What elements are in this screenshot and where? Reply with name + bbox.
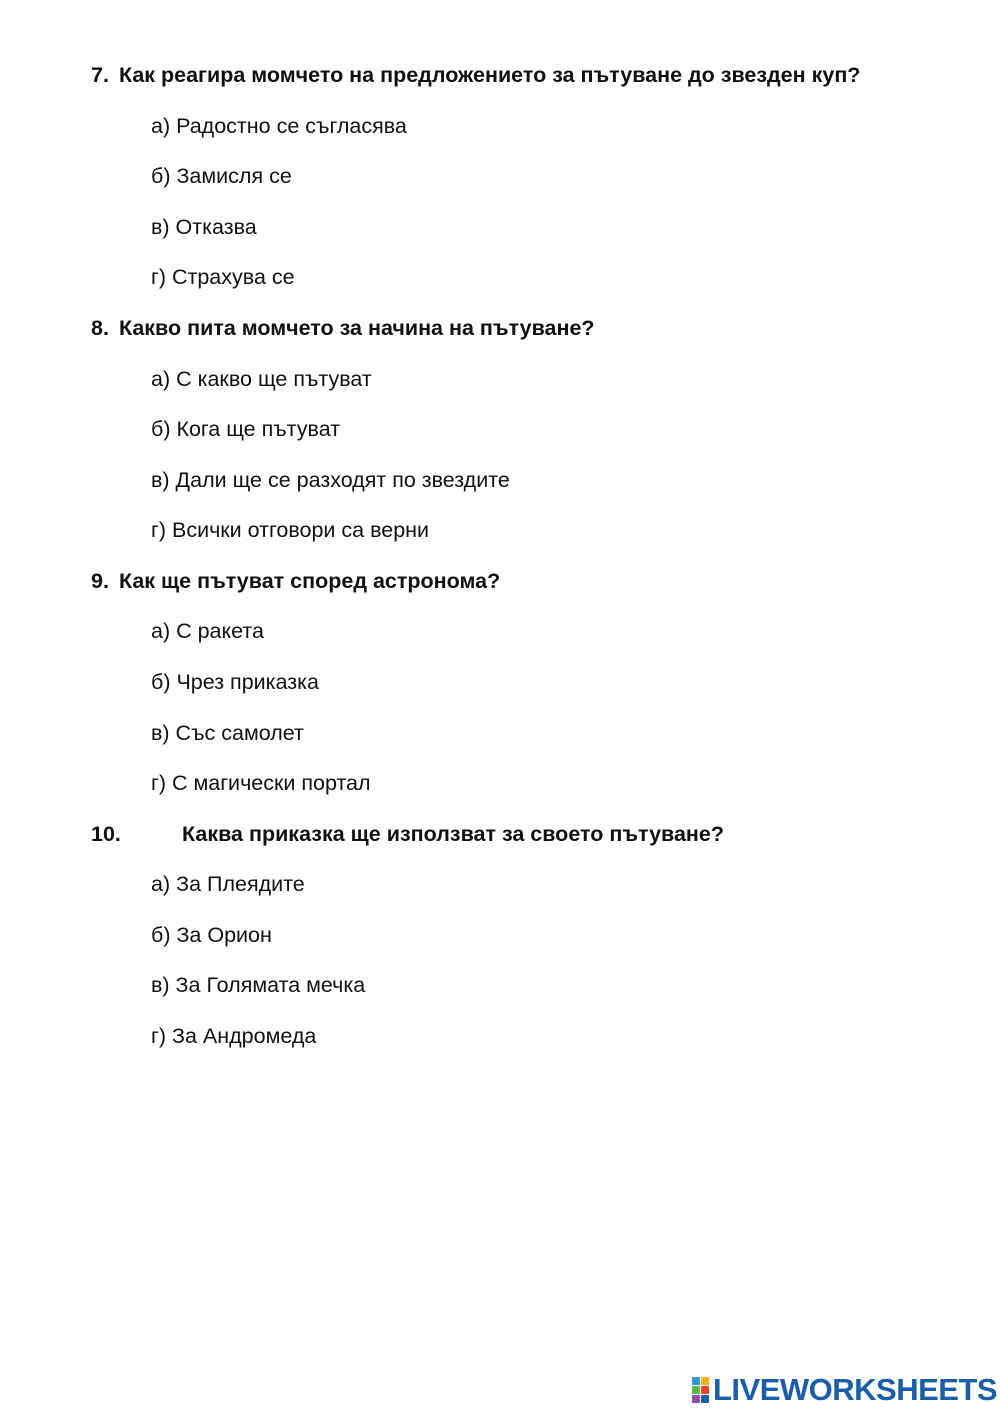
- answer-option: а) Радостно се съгласява: [151, 114, 407, 138]
- question-7: [91, 62, 860, 88]
- answer-option: г) Страхува се: [151, 265, 295, 289]
- logo-icon-square: [701, 1395, 709, 1403]
- answer-option: г) За Андромеда: [151, 1024, 317, 1048]
- question-text: Каква приказка ще използват за своето пътуване?: [182, 822, 724, 846]
- logo-icon-square: [692, 1377, 700, 1385]
- question-9: [91, 568, 500, 594]
- question-text: Как ще пътуват според астронома?: [118, 569, 501, 593]
- answer-option: в) За Голямата мечка: [151, 973, 366, 997]
- question-number: 7.: [91, 63, 109, 87]
- answer-option: г) Всички отговори са верни: [151, 518, 430, 542]
- answer-option: б) За Орион: [151, 923, 272, 947]
- answer-option: г) С магически портал: [151, 771, 371, 795]
- question-number: 8.: [91, 316, 109, 340]
- answer-option: а) За Плеядите: [151, 872, 305, 896]
- answer-option: в) Отказва: [151, 215, 257, 239]
- answer-option: в) Със самолет: [151, 721, 304, 745]
- logo-icon-square: [692, 1386, 700, 1394]
- answer-option: б) Замисля се: [151, 164, 292, 188]
- answer-option: а) С какво ще пътуват: [151, 367, 372, 391]
- logo-icon-square: [692, 1395, 700, 1403]
- question-10: [91, 821, 724, 847]
- question-number: 10.: [91, 822, 121, 846]
- question-text: Как реагира момчето на предложението за пътуване до звезден куп?: [118, 63, 861, 87]
- logo-wordmark: LIVEWORKSHEETS: [713, 1372, 998, 1407]
- answer-option: в) Дали ще се разходят по звездите: [151, 468, 510, 492]
- liveworksheets-logo-icon: [692, 1377, 710, 1403]
- answer-option: б) Чрез приказка: [151, 670, 319, 694]
- question-8: [91, 315, 595, 341]
- question-number: 9.: [91, 569, 109, 593]
- logo-icon-square: [701, 1377, 709, 1385]
- question-text: Какво пита момчето за начина на пътуване?: [118, 316, 595, 340]
- answer-option: а) С ракета: [151, 619, 264, 643]
- logo-icon-square: [701, 1386, 709, 1394]
- liveworksheets-logo[interactable]: [692, 1374, 997, 1406]
- answer-option: б) Кога ще пътуват: [151, 417, 341, 441]
